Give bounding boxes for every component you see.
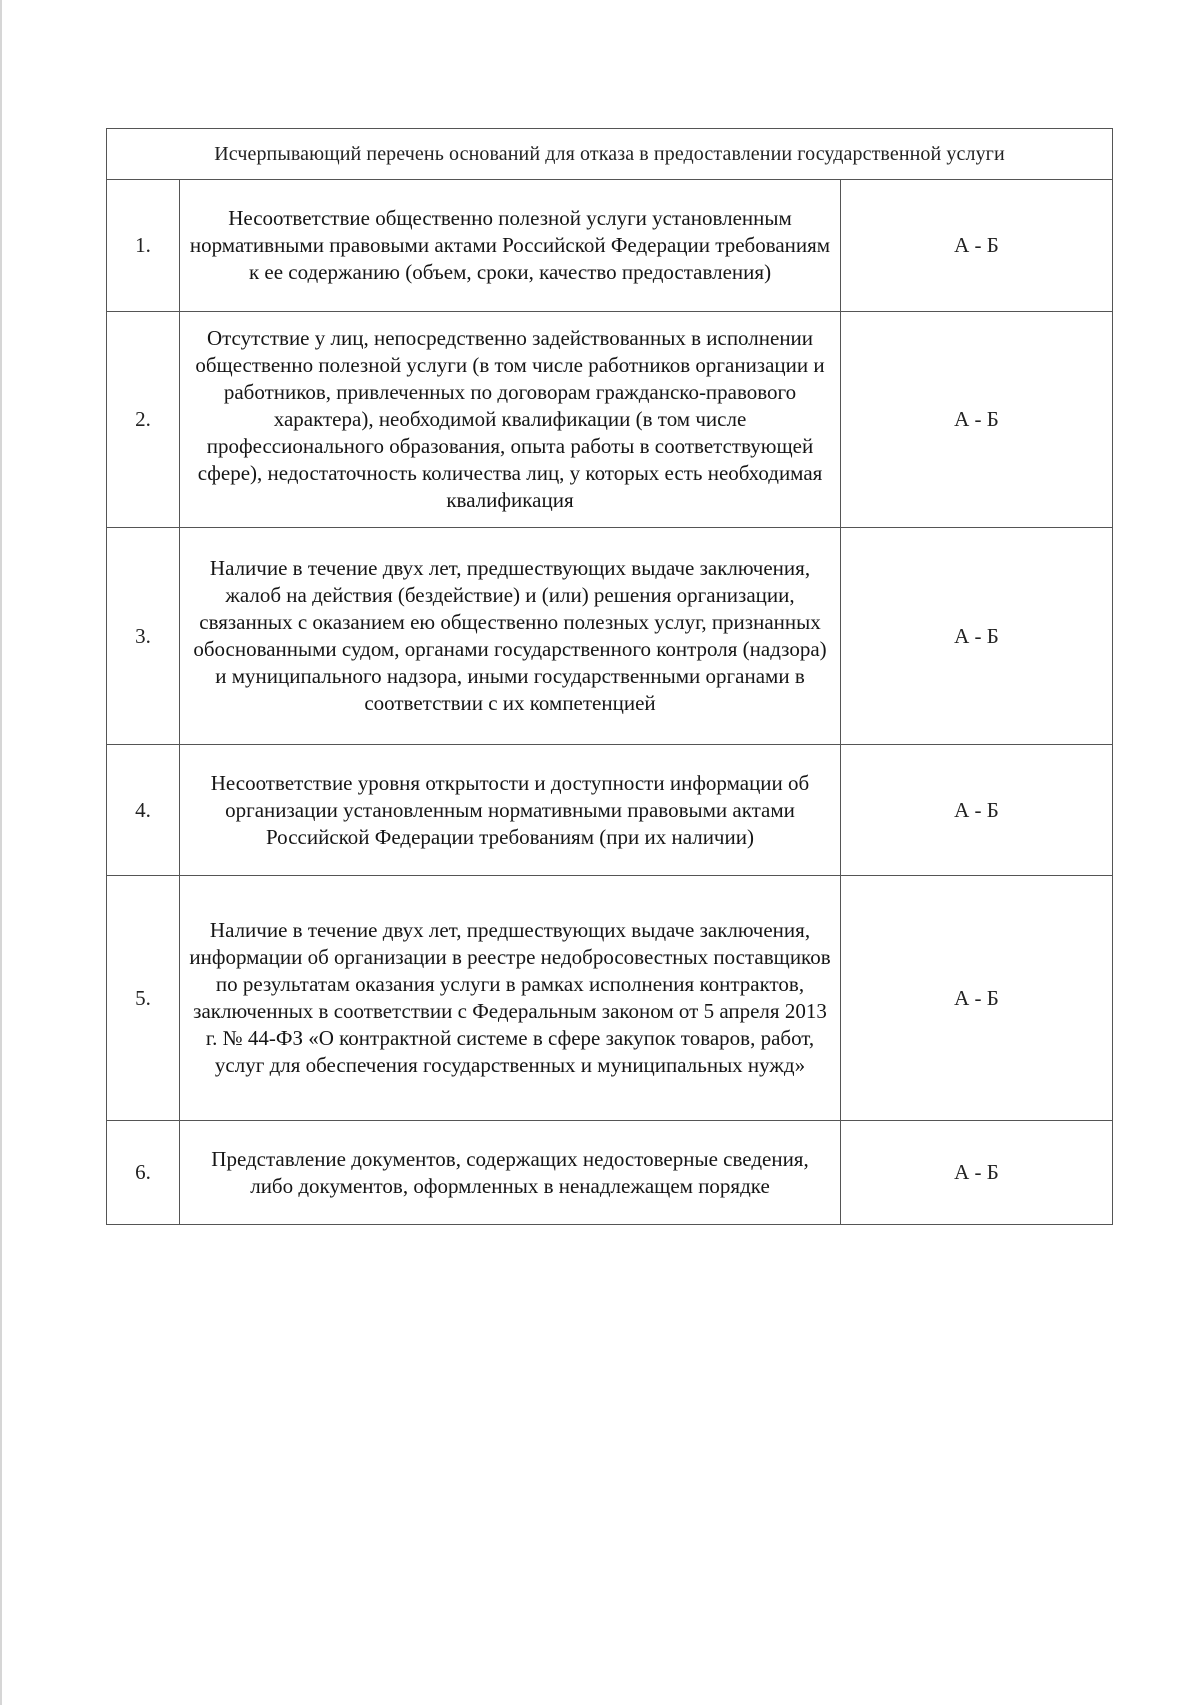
table-row — [107, 876, 1113, 1121]
table-header: Исчерпывающий перечень оснований для отказа в предоставлении государственной услуги — [107, 129, 1113, 180]
row-number: 6. — [107, 1121, 180, 1225]
table-header-row — [107, 129, 1113, 180]
table-row — [107, 1121, 1113, 1225]
row-number: 1. — [107, 180, 180, 312]
row-number: 5. — [107, 876, 180, 1121]
table-row — [107, 180, 1113, 312]
row-code: А - Б — [841, 745, 1113, 876]
row-text: Наличие в течение двух лет, предшествующих выдаче заключения, жалоб на действия (бездействие) и (или) решения организации, связанных с оказанием ею общественно полезных услуг, признанных обоснованными судом, органами государственного контроля (надзора) и муниципального надзора, иными государственными органами в соответствии с их компетенцией — [180, 528, 841, 745]
row-code: А - Б — [841, 180, 1113, 312]
row-code: А - Б — [841, 876, 1113, 1121]
row-code: А - Б — [841, 312, 1113, 528]
row-text: Представление документов, содержащих недостоверные сведения, либо документов, оформленных в ненадлежащем порядке — [180, 1121, 841, 1225]
row-number: 2. — [107, 312, 180, 528]
row-text: Наличие в течение двух лет, предшествующих выдаче заключения, информации об организации в реестре недобросовестных поставщиков по результатам оказания услуги в рамках исполнения контрактов, заключенных в соответствии с Федеральным законом от 5 апреля 2013 г. № 44-ФЗ «О контрактной системе в сфере закупок товаров, работ, услуг для обеспечения государственных и муниципальных нужд» — [180, 876, 841, 1121]
row-code: А - Б — [841, 1121, 1113, 1225]
row-number: 3. — [107, 528, 180, 745]
table-row — [107, 528, 1113, 745]
row-number: 4. — [107, 745, 180, 876]
grounds-table — [106, 128, 1113, 1225]
table-row — [107, 745, 1113, 876]
row-code: А - Б — [841, 528, 1113, 745]
row-text: Отсутствие у лиц, непосредственно задействованных в исполнении общественно полезной услуги (в том числе работников организации и работников, привлеченных по договорам гражданско-правового характера), необходимой квалификации (в том числе профессионального образования, опыта работы в соответствующей сфере), недостаточность количества лиц, у которых есть необходимая квалификация — [180, 312, 841, 528]
table-row — [107, 312, 1113, 528]
scan-edge — [0, 0, 2, 1705]
row-text: Несоответствие общественно полезной услуги установленным нормативными правовыми актами Российской Федерации требованиям к ее содержанию (объем, сроки, качество предоставления) — [180, 180, 841, 312]
row-text: Несоответствие уровня открытости и доступности информации об организации установленным нормативными правовыми актами Российской Федерации требованиям (при их наличии) — [180, 745, 841, 876]
